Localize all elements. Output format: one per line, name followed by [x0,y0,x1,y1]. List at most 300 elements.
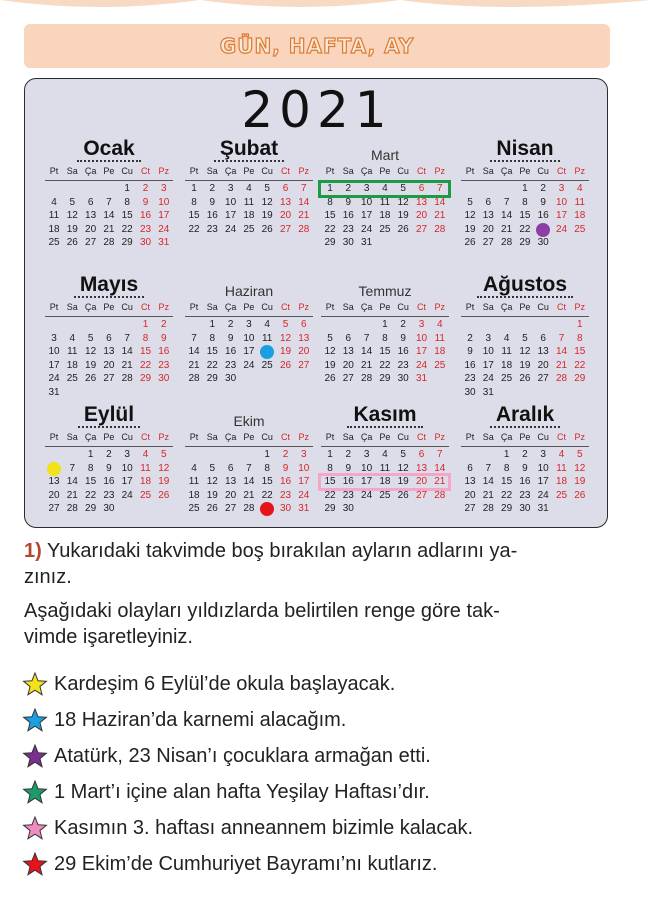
day-cell: 8 [142,332,149,344]
day-cell: 6 [345,332,352,344]
day-cell: 11 [379,196,391,208]
day-cell: 6 [282,183,289,194]
day-header: Ct [417,432,426,442]
event-text: Atatürk, 23 Nisan’ı çocuklara armağan etti. [54,744,431,767]
day-cell: 27 [85,237,97,249]
day-cell: 25 [434,359,446,371]
day-cell: 9 [282,462,289,474]
day-cell: 7 [69,462,76,474]
day-cell: 12 [397,196,409,208]
day-cell: 18 [574,210,586,222]
day-cell: 15 [324,476,336,488]
day-header: Ct [281,432,290,442]
month-name [45,273,173,299]
day-cell: 26 [66,237,78,249]
day-cell: 5 [577,449,583,460]
day-cell: 2 [345,449,352,460]
day-cell: 18 [188,489,200,501]
day-cell: 23 [225,359,237,371]
day-cell: 14 [66,476,78,488]
day-cell: 8 [209,332,216,344]
day-cell: 22 [85,489,97,501]
day-cell: 3 [363,449,370,460]
day-cell: 2 [400,319,406,330]
day-cell: 11 [67,346,78,358]
day-cell: 17 [298,476,310,488]
day-cell: 12 [397,462,409,474]
day-cell: 27 [415,489,428,501]
day-cell: 9 [209,196,216,208]
day-cell: 25 [574,223,586,235]
day-header: Pt [49,302,59,312]
day-header: Pe [243,166,255,176]
calendar-year: 2021 [241,81,393,139]
day-cell: 1 [124,183,130,194]
day-cell: 28 [188,373,200,385]
day-cell: 24 [48,373,60,385]
day-cell: 17 [555,210,568,222]
day-cell: 7 [301,183,307,194]
day-header: Pe [103,166,115,176]
day-cell: 23 [342,489,354,501]
day-cell: 19 [261,210,273,222]
day-cell: 7 [124,332,130,344]
day-cell: 7 [503,196,510,208]
day-header: Pt [49,432,59,442]
week-highlight [318,473,451,491]
month-name-text: Ağustos [477,273,573,298]
day-cell: 24 [121,489,133,501]
month-name [45,137,173,163]
day-cell: 10 [48,346,60,358]
day-cell: 22 [261,489,273,501]
day-cell: 20 [482,223,494,235]
day-header: Cu [397,302,409,312]
day-cell: 19 [397,476,409,488]
day-cell: 30 [103,503,115,515]
day-cell: 5 [264,183,270,194]
day-cell: 7 [558,332,565,344]
day-cell: 2 [467,332,473,344]
day-cell: 4 [246,183,252,194]
day-cell: 30 [158,373,170,385]
yellow-star-icon [22,671,48,697]
day-cell: 16 [519,476,531,488]
day-header: Ça [224,302,237,312]
day-cell: 29 [574,373,586,385]
day-cell: 6 [227,462,234,474]
day-cell: 4 [51,196,57,208]
day-header: Pt [325,166,335,176]
day-header-row [45,166,173,181]
day-cell: 25 [555,489,568,501]
day-cell: 22 [574,359,586,371]
day-cell: 20 [464,489,476,501]
month-name-text: Nisan [490,137,559,162]
day-cell: 24 [225,223,237,235]
day-cell: 17 [361,210,373,222]
day-header: Ct [417,166,426,176]
day-cell: 3 [418,319,425,330]
day-header: Ça [84,432,97,442]
day-cell: 11 [48,210,60,222]
event-item [22,741,431,771]
day-header: Cu [261,302,273,312]
day-header: Pt [465,302,475,312]
day-cell: 5 [69,196,76,208]
day-cell: 13 [103,346,115,358]
day-cell: 13 [48,476,60,488]
day-cell: 21 [188,359,200,371]
day-cell: 10 [121,462,133,474]
day-cell: 19 [464,223,476,235]
day-cell: 22 [379,359,391,371]
day-cell: 17 [415,346,428,358]
day-cell: 14 [103,210,115,222]
month-name-text: Mart [371,147,399,163]
day-cell: 2 [540,183,546,194]
day-cell: 28 [243,503,255,515]
day-cell: 19 [574,476,586,488]
day-header: Ct [281,166,290,176]
day-header: Pz [574,432,586,442]
day-header: Pe [103,302,115,312]
day-cell: 25 [379,489,391,501]
day-cell: 6 [540,332,546,344]
month-name-text: Aralık [490,403,560,428]
day-cell: 31 [298,503,310,515]
month-name-text: Kasım [347,403,422,428]
day-cell: 18 [501,359,513,371]
day-cell: 28 [482,503,494,515]
day-cell: 3 [124,449,130,460]
calendar-mark-dot [536,223,550,237]
day-cell: 21 [361,359,373,371]
day-cell: 16 [225,346,237,358]
day-cell: 12 [158,462,170,474]
day-cell: 14 [361,346,373,358]
day-cell: 27 [48,503,60,515]
day-cell: 17 [121,476,133,488]
page-title: GÜN, HAFTA, AY [219,34,415,58]
day-cell: 27 [482,237,494,249]
day-header: Pz [298,432,310,442]
day-cell: 3 [301,449,307,460]
day-header-row [321,302,449,317]
day-cell: 17 [48,359,60,371]
day-cell: 2 [142,183,149,194]
day-cell: 12 [279,332,292,344]
day-header: Ça [84,302,97,312]
day-cell: 26 [158,489,170,501]
day-cell: 28 [121,373,133,385]
day-header: Ct [141,302,150,312]
day-cell: 18 [243,210,255,222]
event-item [22,669,395,699]
month-name [461,273,589,299]
day-cell: 10 [225,196,237,208]
day-cell: 13 [537,346,549,358]
day-cell: 7 [246,462,252,474]
day-cell: 4 [142,449,149,460]
day-cell: 8 [503,462,510,474]
day-cell: 19 [85,359,97,371]
day-cell: 14 [501,210,513,222]
day-cell: 28 [103,237,115,249]
day-cell: 11 [434,332,445,344]
month-name [461,403,589,429]
day-cell: 16 [464,359,476,371]
day-cell: 18 [66,359,78,371]
day-header: Cu [261,432,273,442]
day-cell: 14 [188,346,200,358]
day-cell: 4 [382,449,388,460]
day-cell: 20 [415,476,428,488]
day-cell: 5 [400,183,406,194]
day-cell: 23 [158,359,170,371]
month-name-text: Haziran [224,283,274,299]
day-cell: 22 [324,489,336,501]
day-cell: 24 [243,359,255,371]
day-cell: 5 [400,449,406,460]
day-header-row [45,302,173,317]
question-line-2: zınız. [24,566,72,588]
day-cell: 12 [66,210,78,222]
day-cell: 4 [191,462,197,474]
day-cell: 13 [415,196,428,208]
day-cell: 11 [501,346,512,358]
day-cell: 1 [382,319,388,330]
day-cell: 29 [501,503,513,515]
day-cell: 26 [574,489,586,501]
day-cell: 13 [464,476,476,488]
day-cell: 1 [522,183,528,194]
day-cell: 22 [206,359,218,371]
day-header: Cu [397,166,409,176]
day-cell: 21 [555,359,568,371]
day-cell: 20 [279,210,292,222]
day-cell: 16 [158,346,170,358]
day-cell: 23 [397,359,409,371]
day-header: Pt [325,432,335,442]
day-header: Ct [141,432,150,442]
day-cell: 29 [324,503,336,515]
day-header: Sa [206,302,218,312]
day-cell: 20 [225,489,237,501]
day-cell: 24 [298,489,310,501]
day-cell: 18 [139,476,152,488]
day-header: Sa [206,432,218,442]
day-cell: 26 [85,373,97,385]
day-cell: 3 [485,332,492,344]
month-name [461,137,589,163]
day-cell: 21 [66,489,78,501]
day-header: Pe [519,432,531,442]
day-header: Ct [417,302,426,312]
day-cell: 13 [482,210,494,222]
day-cell: 26 [464,237,476,249]
day-header: Pt [189,432,199,442]
day-header: Ça [84,166,97,176]
day-cell: 14 [121,346,133,358]
day-cell: 20 [48,489,60,501]
day-cell: 24 [361,489,373,501]
day-cell: 22 [139,359,152,371]
day-cell: 22 [519,223,531,235]
day-cell: 21 [482,489,494,501]
day-cell: 20 [415,210,428,222]
day-cell: 10 [555,196,568,208]
day-header: Pz [434,432,446,442]
day-header-row [461,432,589,447]
day-cell: 13 [225,476,237,488]
day-header: Ça [360,302,373,312]
day-cell: 1 [503,449,510,460]
week-highlight [318,180,451,198]
day-cell: 13 [298,332,310,344]
day-cell: 25 [261,359,273,371]
day-cell: 4 [558,449,565,460]
day-cell: 8 [264,462,270,474]
day-header: Cu [121,166,133,176]
day-header: Pe [519,302,531,312]
day-cell: 22 [324,223,336,235]
day-cell: 4 [69,332,76,344]
day-cell: 9 [142,196,149,208]
day-header: Cu [121,302,133,312]
month-name-text: Mayıs [74,273,144,298]
day-header: Pt [465,432,475,442]
day-cell: 19 [324,359,336,371]
day-cell: 23 [139,223,152,235]
day-header: Ct [557,432,566,442]
day-cell: 9 [345,462,352,474]
day-cell: 5 [327,332,333,344]
day-cell: 18 [434,346,446,358]
day-cell: 12 [324,346,336,358]
day-cell: 13 [342,346,354,358]
day-header: Pe [103,432,115,442]
day-cell: 17 [482,359,494,371]
day-cell: 4 [382,183,388,194]
day-cell: 3 [51,332,57,344]
day-header: Ça [224,432,237,442]
event-item [22,705,346,735]
day-cell: 14 [243,476,255,488]
day-cell: 16 [206,210,218,222]
day-cell: 30 [342,503,354,515]
day-cell: 12 [206,476,218,488]
day-cell: 15 [139,346,152,358]
day-cell: 19 [279,346,292,358]
day-cell: 21 [103,223,115,235]
day-cell: 26 [324,373,336,385]
day-cell: 8 [522,196,528,208]
day-header: Sa [482,432,494,442]
day-cell: 2 [209,183,216,194]
green-star-icon [22,779,48,805]
day-cell: 27 [415,223,428,235]
day-cell: 5 [282,319,289,330]
day-cell: 10 [482,346,494,358]
day-cell: 11 [556,462,567,474]
day-cell: 28 [434,223,446,235]
day-cell: 6 [418,183,425,194]
day-cell: 2 [345,183,352,194]
day-header: Pz [298,302,310,312]
day-cell: 3 [246,319,252,330]
day-cell: 15 [379,346,391,358]
day-header: Pz [158,166,170,176]
day-cell: 4 [577,183,583,194]
day-cell: 16 [342,210,354,222]
day-cell: 30 [225,373,237,385]
day-cell: 16 [139,210,152,222]
day-header: Cu [121,432,133,442]
day-cell: 29 [379,373,391,385]
day-cell: 24 [158,223,170,235]
day-cell: 26 [206,503,218,515]
day-header: Pz [158,302,170,312]
day-header-row [45,432,173,447]
day-cell: 18 [379,210,391,222]
day-cell: 25 [48,237,60,249]
day-header-row [461,166,589,181]
day-cell: 10 [243,332,255,344]
day-cell: 10 [298,462,310,474]
day-cell: 31 [48,387,60,398]
day-header: Sa [66,302,78,312]
day-cell: 28 [501,237,513,249]
day-header: Ct [557,302,566,312]
day-cell: 9 [227,332,234,344]
day-cell: 15 [519,210,531,222]
day-header-row [461,302,589,317]
day-cell: 1 [87,449,94,460]
day-cell: 23 [519,489,531,501]
day-header: Pz [158,432,170,442]
day-header: Sa [342,432,354,442]
day-cell: 31 [158,237,170,249]
event-text: 18 Haziran’da karnemi alacağım. [54,708,347,731]
day-cell: 20 [342,359,354,371]
day-cell: 10 [415,332,428,344]
day-cell: 21 [243,489,255,501]
day-cell: 24 [415,359,428,371]
day-cell: 6 [418,449,425,460]
day-cell: 15 [188,210,200,222]
day-cell: 25 [66,373,78,385]
day-header: Pt [49,166,59,176]
day-cell: 1 [191,183,197,194]
day-cell: 24 [361,223,373,235]
day-cell: 17 [158,210,170,222]
day-cell: 31 [361,237,373,249]
day-cell: 25 [139,489,152,501]
day-cell: 16 [103,476,115,488]
day-cell: 5 [467,196,473,208]
day-cell: 11 [261,332,273,344]
day-header: Ct [281,302,290,312]
day-cell: 2 [161,319,167,330]
day-cell: 29 [139,373,152,385]
day-header: Sa [342,166,354,176]
day-cell: 19 [158,476,170,488]
day-cell: 4 [264,319,270,330]
day-header: Sa [66,166,78,176]
day-cell: 11 [188,476,200,488]
day-cell: 30 [519,503,531,515]
